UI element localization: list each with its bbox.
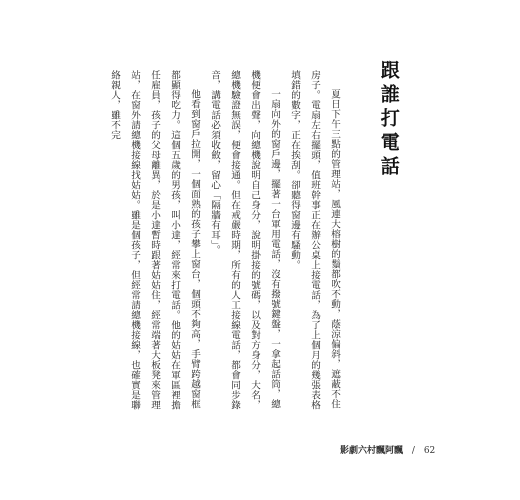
footer-separator: / [411,446,415,456]
chapter-title: 跟誰打電話 [377,60,400,180]
paragraph: 他看到窗戶拉開，一個面熟的孩子攀上窗台，個頭不夠高，手臂跨越窗框都顯得吃力。這個五歲的男孩，叫小達，經常來打電話。他的姑姑在軍區裡擔任雇員，孩子的父母離異，於是小達暫時跟著姑姑住，經常端著大板凳來管理站，在窗外請總機接線找姑姑。雖是個孩子，但經常請總機接線，也確實是聯絡親人，雖不完 [109,70,200,410]
page-footer [340,443,435,456]
paragraph: 夏日下午三點的管理站，風連大榕樹的鬚都吹不動，蔭涼偏斜，遮蔽不住房子。電扇左右擺頭，值班幹事正在辦公桌上接電話，為了上個月的幾張表格填錯的數字，正在挨刮。卻聽得窗邊有騷動。 [289,70,340,410]
paragraph: 一扇向外的窗戶邊，擺著一台軍用電話，沒有撥號鍵盤，一拿起話筒，總機便會出聲，向總機說明自己身分，說明掛接的號碼，以及對方身分，大名，總機驗證無誤，便會接通。但在戒嚴時期，所有的人工接線電話，都會同步錄音，講電話必須收斂，留心「隔牆有耳」。 [209,70,280,410]
book-title: 影劇六村飄阿飄 [340,446,404,456]
page-number: 62 [423,446,436,456]
body-text [100,70,344,418]
